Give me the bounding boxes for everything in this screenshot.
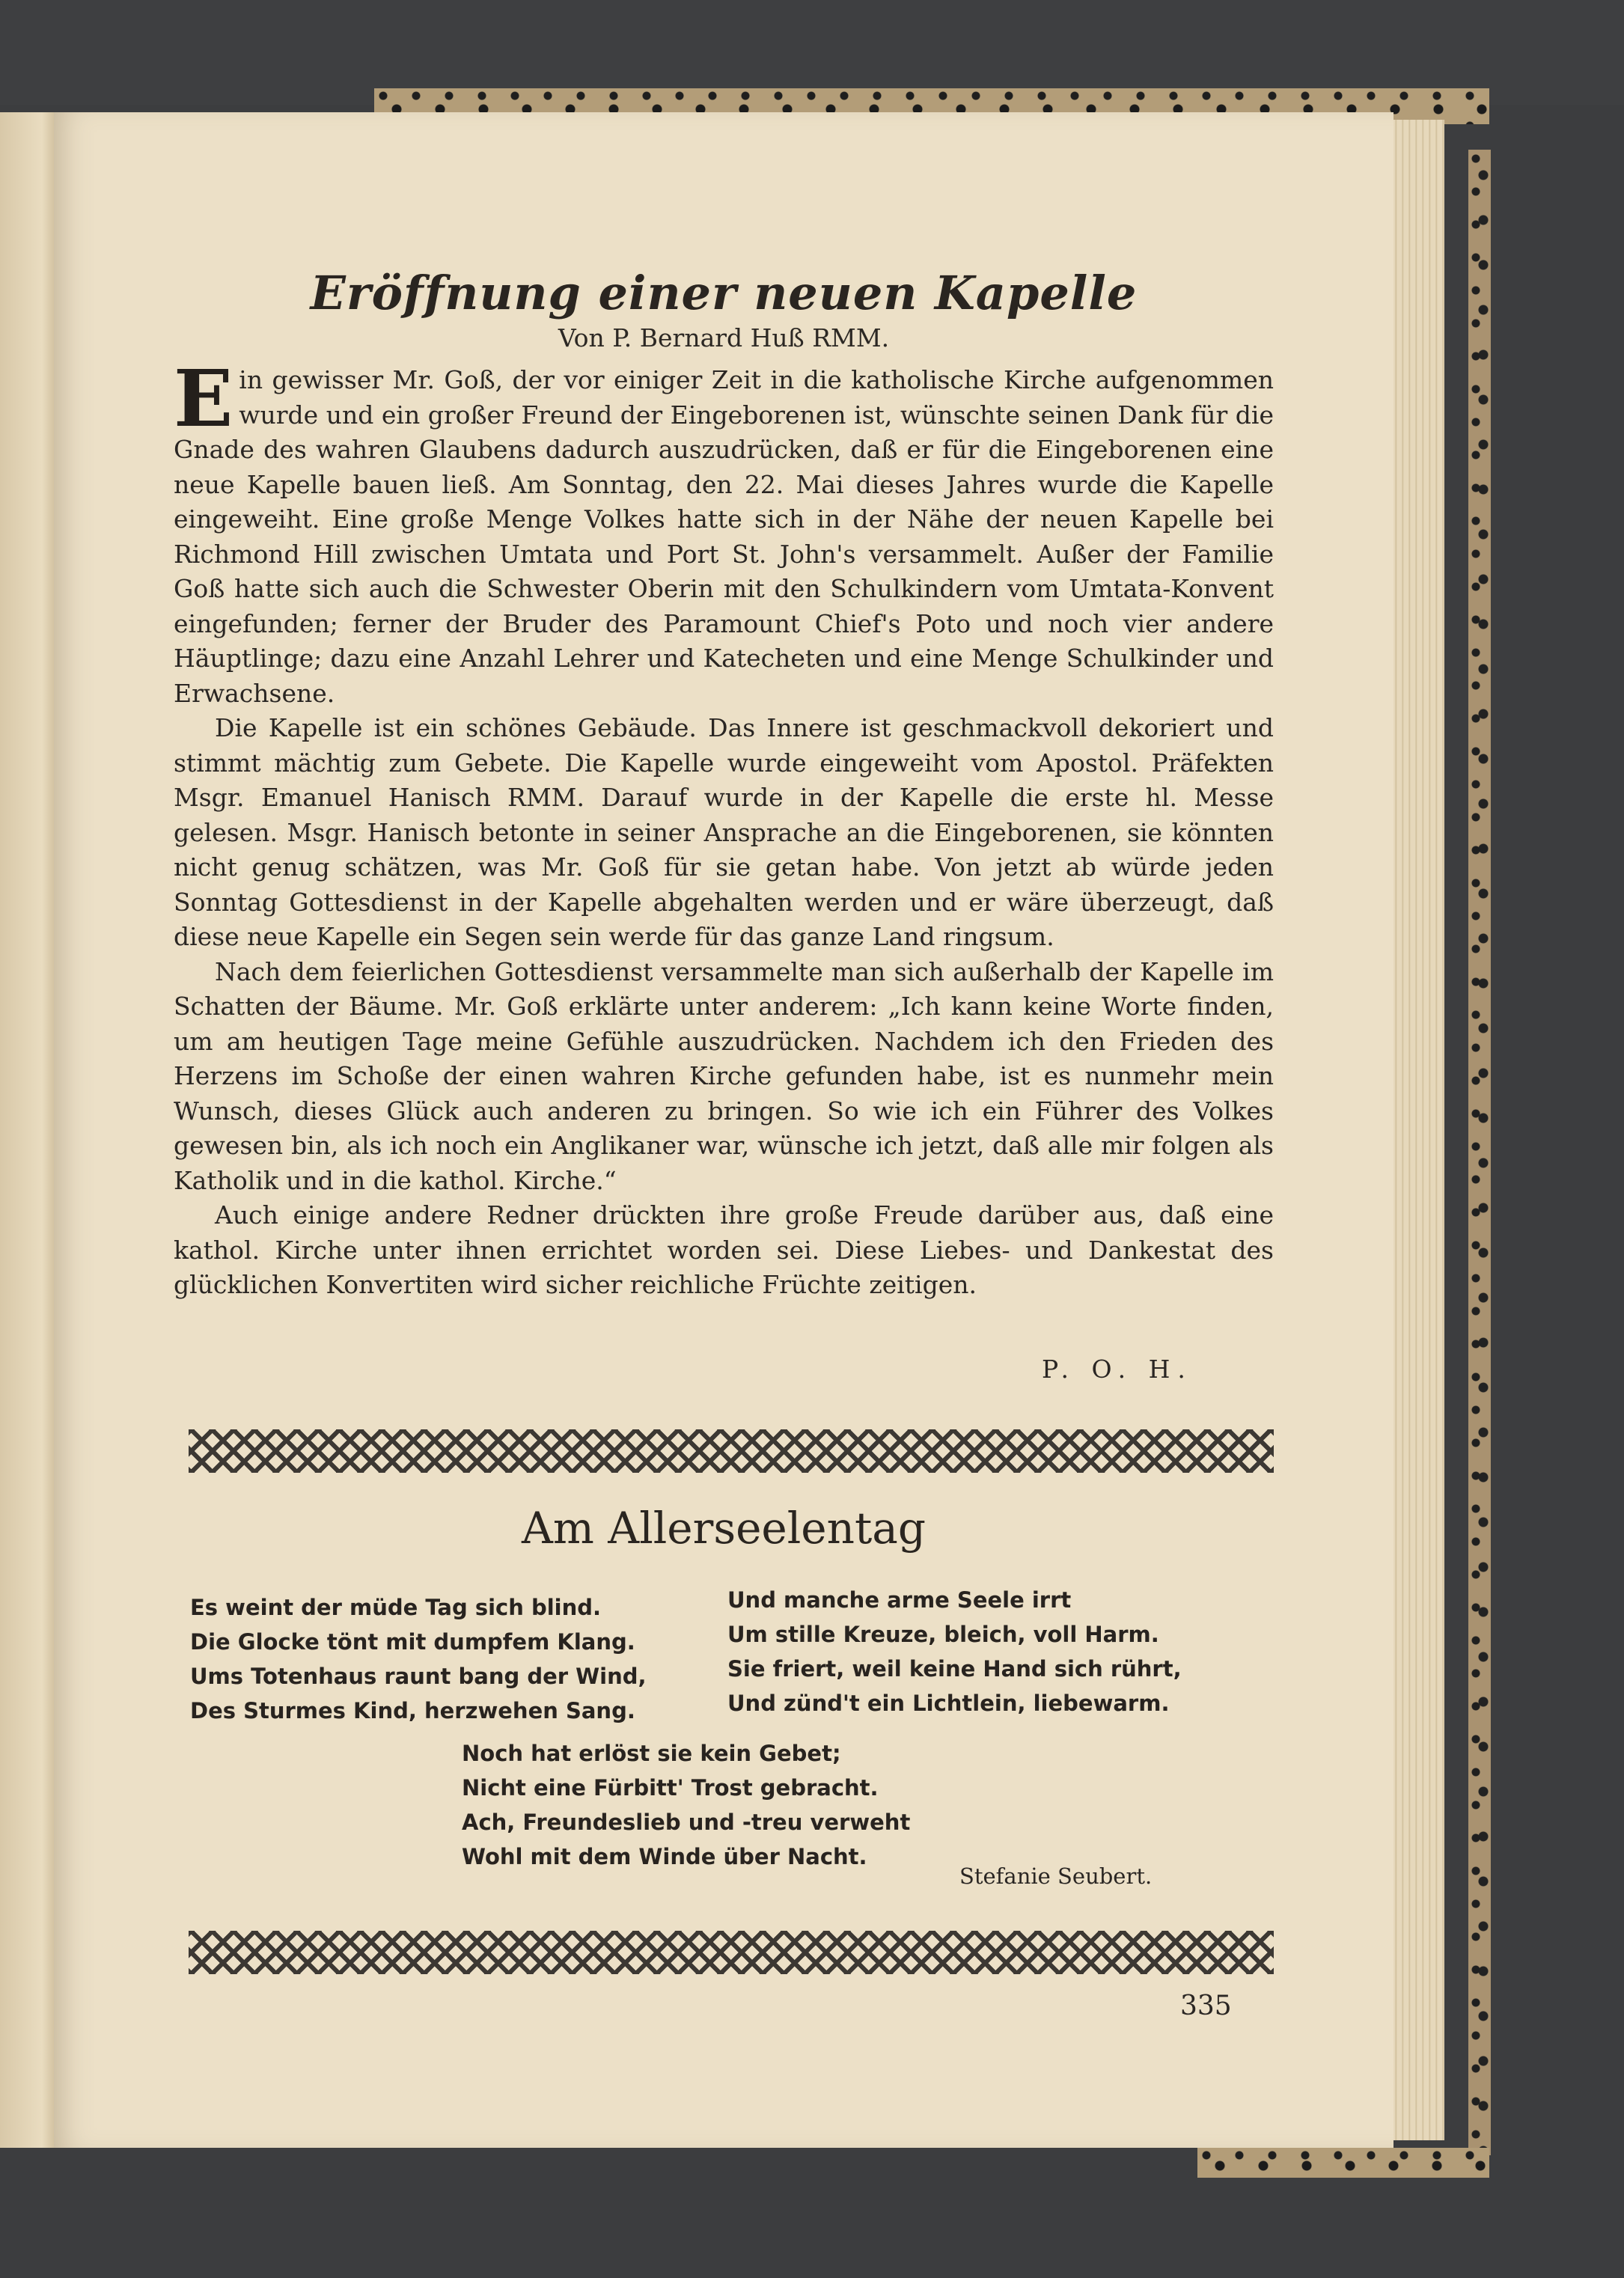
poem-line: Und zünd't ein Lichtlein, liebewarm.: [727, 1691, 1170, 1716]
marbled-endpaper-bottom: [1197, 2148, 1489, 2178]
poem-line: Die Glocke tönt mit dumpfem Klang.: [190, 1629, 635, 1655]
article-byline: Von P. Bernard Huß RMM.: [558, 323, 890, 352]
book-page: [54, 112, 1393, 2148]
poem-line: Es weint der müde Tag sich blind.: [190, 1595, 602, 1620]
poem-line: Nicht eine Fürbitt' Trost gebracht.: [462, 1775, 879, 1801]
page-number: 335: [1180, 1991, 1232, 2021]
poem-title: Am Allerseelentag: [521, 1503, 926, 1554]
poem-stanza-1: [190, 1590, 647, 1728]
drop-cap: E: [174, 352, 233, 445]
article-title: Eröffnung einer neuen Kapelle: [310, 266, 1138, 320]
paragraph: Die Kapelle ist ein schönes Gebäude. Das Innere ist geschmackvoll dekoriert und stimmt mächtig zum Gebete. Die Kapelle wurde eingeweiht vom Apostol. Präfekten Msgr. Emanuel Hanisch RMM. Darauf wurde in der Kapelle die erste hl. Messe gelesen. Msgr. Hanisch betonte in seiner Ansprache an die Eingeborenen, sie könnten nicht genug schätzen, was Mr. Goß für sie getan habe. Von jetzt ab würde jeden Sonntag Gottesdienst in der Kapelle abgehalten werden und er wäre überzeugt, daß diese neue Kapelle ein Segen sein werde für das ganze Land ringsum.: [174, 713, 1274, 951]
poem-stanza-3: [462, 1736, 910, 1874]
poem-line: Ums Totenhaus raunt bang der Wind,: [190, 1664, 647, 1689]
author-initials: P. O. H.: [1042, 1355, 1193, 1384]
poem-line: Um stille Kreuze, bleich, voll Harm.: [727, 1622, 1159, 1647]
ornamental-divider: [189, 1931, 1274, 1974]
poem-line: Des Sturmes Kind, herzwehen Sang.: [190, 1698, 635, 1723]
poem-line: Und manche arme Seele irrt: [727, 1587, 1072, 1613]
poem-line: Ach, Freundeslieb und -treu verweht: [462, 1810, 911, 1835]
ornamental-divider: [189, 1429, 1274, 1473]
paragraph: Nach dem feierlichen Gottesdienst versammelte man sich außerhalb der Kapelle im Schatten der Bäume. Mr. Goß erklärte unter anderem: „Ich kann keine Worte finden, um am heutigen Tage meine Gefühle auszudrücken. Nachdem ich den Frieden des Herzens im Schoße der einen wahren Kirche gefunden habe, ist es nunmehr mein Wunsch, dieses Glück auch anderen zu bringen. So wie ich ein Führer des Volkes gewesen bin, als ich noch ein Anglikaner war, wünsche ich jetzt, daß alle mir folgen als Katholik und in die kathol. Kirche.“: [174, 956, 1274, 1195]
left-page-edge: [0, 112, 60, 2148]
paragraph: Auch einige andere Redner drückten ihre große Freude darüber aus, daß eine kathol. Kirche unter ihnen errichtet worden sei. Diese Liebes- und Dankestat des glücklichen Konvertiten wird sicher reichliche Früchte zeitigen.: [174, 1200, 1274, 1299]
marbled-endpaper-right: [1468, 150, 1491, 2155]
article-body: [174, 352, 1274, 1303]
paragraph: Ein gewisser Mr. Goß, der vor einiger Zeit in die katholische Kirche aufgenommen wurde und ein großer Freund der Eingeborenen ist, wünschte seinen Dank für die Gnade des wahren Glaubens dadurch auszudrücken, daß er für die Eingeborenen eine neue Kapelle bauen ließ. Am Sonntag, den 22. Mai dieses Jahres wurde die Kapelle eingeweiht. Eine große Menge Volkes hatte sich in der Nähe der neuen Kapelle bei Richmond Hill zwischen Umtata und Port St. John's versammelt. Außer der Familie Goß hatte sich auch die Schwester Oberin mit den Schulkindern vom Umtata-Konvent eingefunden; ferner der Bruder des Paramount Chief's Poto und noch vier andere Häuptlinge; dazu eine Anzahl Lehrer und Katecheten und eine Menge Schulkinder und Erwachsene.: [174, 352, 1274, 708]
poem-line: Noch hat erlöst sie kein Gebet;: [462, 1741, 841, 1766]
poem-stanza-2: [727, 1583, 1182, 1720]
poem-line: Sie friert, weil keine Hand sich rührt,: [727, 1656, 1182, 1682]
poem-author: Stefanie Seubert.: [959, 1863, 1153, 1889]
poem-line: Wohl mit dem Winde über Nacht.: [462, 1844, 867, 1869]
